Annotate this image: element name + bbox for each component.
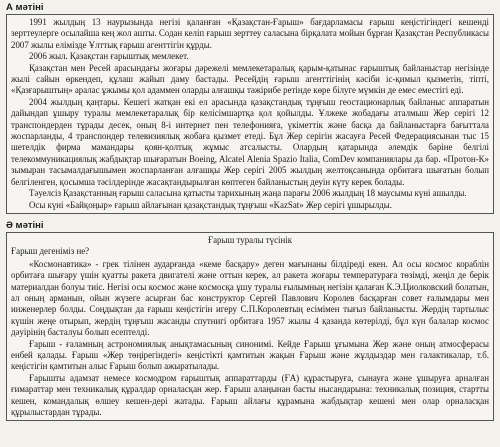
section-b-paragraph-3: Ғарышты адамзат немесе космодром ғарыштық аппараттарды (ҒА) құрастыруға, сынауға және ұшыруға арналған ғимараттар мен техникалық құралдар орналасқан жер. Ғарыш алаңынан басты нысандарына: техникалық позиция, стартты кешен, командалық өлшеу кешен-дері жатады. Ғарыш айлағы құрамына жабдықтар кешені мен олар орналасқан құрылыстардан тұрады. — [11, 372, 489, 417]
section-a-label: А мәтіні — [6, 2, 44, 13]
section-b-paragraph-2: Ғарыш - ғаламның астрономиялық анықтамасының синонимі. Кейде Ғарыш ұғымына Жер және оның атмосферасы енбей қалады. Ғарыш «Жер төңірегіндегі» кеңістікті қамтитын жақын Ғарыш және жұлдыздар мен галактикалар, т.б. кеңістігін қамтитын алыс Ғарыш болып ажыратылады. — [11, 338, 489, 372]
section-b-title: Ғарыш туралы түсінік — [207, 234, 293, 245]
section-b-label: Ә мәтіні — [6, 219, 44, 231]
section-a-paragraph-2: 2006 жыл. Қазақстан ғарыштық мемлекет. — [29, 51, 189, 62]
section-a-paragraph-1: 1991 жылдың 13 наурызында негізі қаланған «Қазақстан-Ғарыш» бағдарламасы ғарыш кеңістігіндегі кешенді зерттеулерге осылайша кең жол ашты. Содан келіп ғарыш зерттеу саласына бірқалата мойын бұрған Қазақстан Республикасы 2007 жылы елімізде Ұлттық ғарыш агенттігін құрды. — [11, 17, 489, 50]
section-a-paragraph-6: Осы күні «Байқоңыр» ғарыш айлағынан қазақстандық тұңғыш «KazSat» Жер серігі ұшырылды. — [29, 199, 392, 210]
section-b-subtitle: Ғарыш дегеніміз не? — [11, 246, 90, 257]
section-a-paragraph-4: 2004 жылдың қаңтары. Кешегі жатқан екі ел арасында қазақстандық тұңғыш геостационарлық байланыс аппаратын дайындап ұшыру туралы мемлекетаралық бір келісімшартқа қол қойылды. Ұлжеке жобадағы аталмыш Жер серігі 12 транспондерден тұрады десек, оның 8-і интернет пен телефонияға, үкіметтік және басқа да байланыстарға бағыттала жоспарланды, 4 транспондер телевизиялық жобаға қызмет етеді. Бұл Жер серігін жасауға Ресей Федерациясынан тыс 15 шетелдік фирма мамандары қоян-қолтық жұмыс атсалысты. Олардың қатарында әлемдік бәріне белгілі телекоммуникациялық жабдықтар шығаратын Boeing, Alcatel Alenia Spazio Italia, ComDev компаниялары да бар. «Протон-К» зымыран тасымалдағышымен жоспарланған алғашқы Жер серігі 2005 жылдың желтоқсанында орбитаға шығатын болып белгіленген, қосымша тәсілдерінде жасақтандырылған көптеген байланыстың деуін күту керек болады. — [11, 96, 489, 187]
section-b-paragraph-1: «Космонавтика» - грек тілінен аударғанда «кеме басқару» деген мағынаны білдіреді екен. Ал осы космос кораблін орбитаға шығару үшін қуатты ракета двигателі және оттын керек, ал ракета жоғары температураға төзімді, жеңіл де берік материалдан болуы тиіс. Негізі осы космос және космосқа ұшу туралы ғылымның негізін қалаған К.Э.Циолковский болатын, ал оның арманын, ойын жүзеге асырған бас конструктор Сергей Павлович Королев басқарған совет ғалымдары мен инженерлер болды. Соңдықтан да ғарыш кеңістігін игеру С.П.Королевтың есімімен тығыз байланысты. Жердің тартылыс күшін жеңе отырып, жердің тұңғыш жасанды спутнигі орбитаға 1957 жылы 4 қазанда көтерілді, бұл күн балалар космос дәуірінің басталуы болып есептелді. — [11, 258, 489, 338]
section-a-paragraph-5: Тәуелсіз Қазақстанның ғарыш саласына қатысты тарихының жаңа парағы 2006 жылдың 18 маусымы күні ашылды. — [29, 188, 467, 199]
section-a-box — [6, 14, 494, 214]
section-a-paragraph-3: Қазақстан мен Ресей арасындағы жоғары дәрежелі мемлекетаралық қарым-қатынас ғарыштық байланыстар негізінде жылі сайын өркендеп, құлаш жайып даму бастады. Ресейдің ғарыш агенттігінің кәсіби іс-қимыл қызметін, тіпті, «Қазғарыштың» аралас ұжымы қол адаммен оларды алғашқы тәжірибе ретінде көре білуге мүмкін де емес еместігі еді. — [11, 62, 489, 96]
section-b-box — [6, 232, 494, 422]
